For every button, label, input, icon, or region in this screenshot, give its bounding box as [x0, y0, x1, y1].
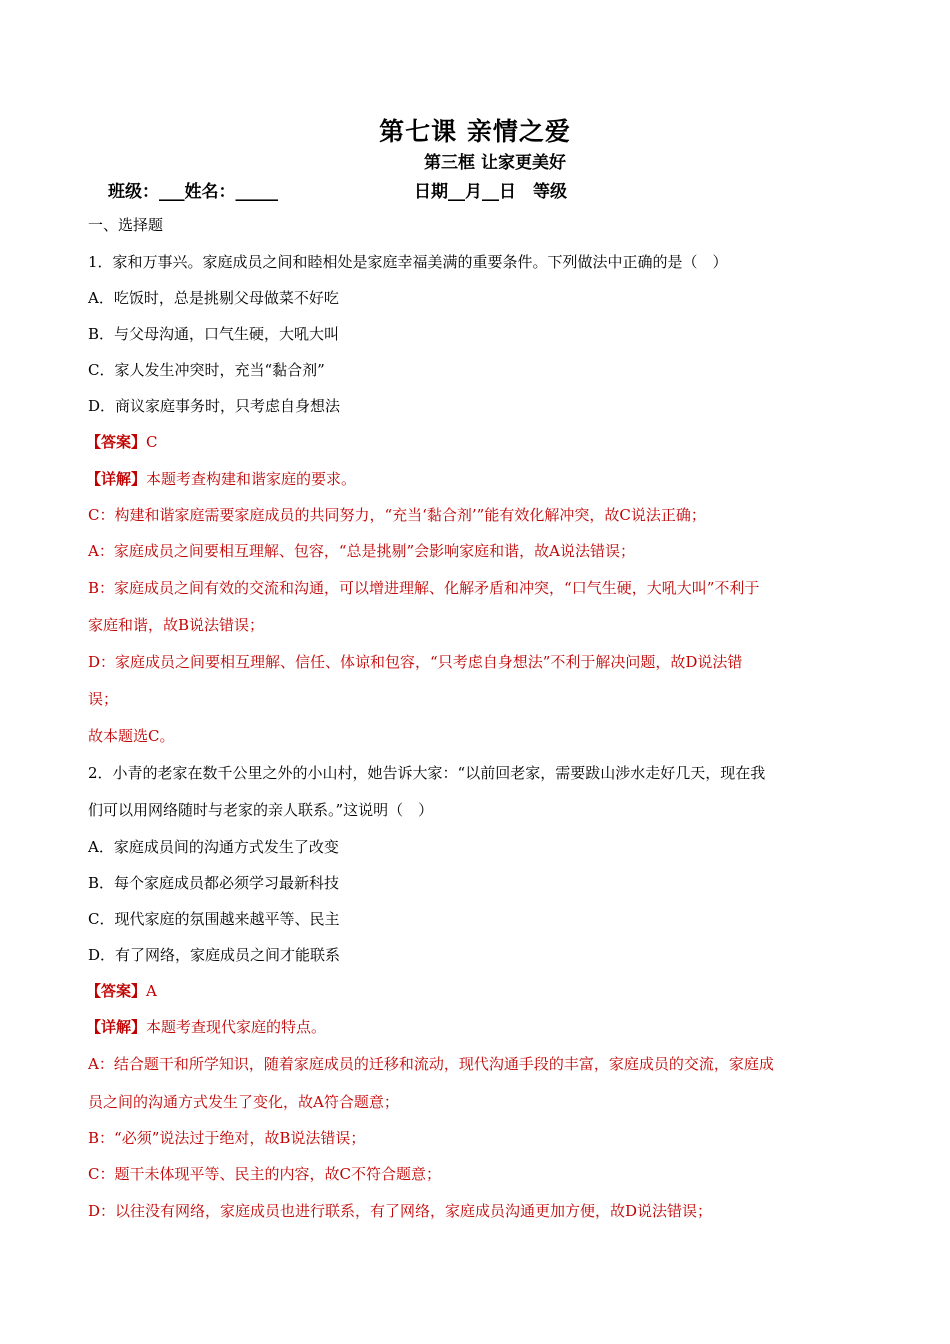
- q1-answer-label: 【答案】: [86, 433, 147, 451]
- q2-answer: [86, 981, 157, 1001]
- q1-conclusion: 故本题选C。: [88, 727, 175, 745]
- q1-option-c: C．家人发生冲突时，充当“黏合剂”: [88, 361, 325, 379]
- q2-detail-line: A：结合题干和所学知识，随着家庭成员的迁移和流动，现代沟通手段的丰富，家庭成员的交流，家庭成: [88, 1055, 774, 1073]
- q2-option-a: A．家庭成员间的沟通方式发生了改变: [88, 838, 339, 856]
- q2-detail-label: 【详解】: [86, 1018, 147, 1036]
- section-subtitle: 第三框 让家更美好: [424, 153, 566, 173]
- q1-detail-line: C：构建和谐家庭需要家庭成员的共同努力，“充当‘黏合剂’”能有效化解冲突，故C说法正确；: [88, 506, 706, 524]
- q1-option-a: A．吃饭时，总是挑剔父母做菜不好吃: [88, 289, 339, 307]
- q2-stem-line1: 2．小青的老家在数千公里之外的小山村，她告诉大家：“以前回老家，需要跋山涉水走好几天，现在我: [88, 764, 766, 782]
- q1-detail-line: B：家庭成员之间有效的交流和沟通，可以增进理解、化解矛盾和冲突，“口气生硬，大吼大叫”不利于: [88, 579, 760, 597]
- lesson-title: 第七课 亲情之爱: [379, 117, 571, 146]
- q2-option-d: D．有了网络，家庭成员之间才能联系: [88, 946, 341, 964]
- class-name-field: 班级：___姓名：_____: [108, 182, 278, 202]
- q1-detail-line: A：家庭成员之间要相互理解、包容，“总是挑剔”会影响家庭和谐，故A说法错误；: [88, 542, 636, 560]
- q1-detail-line: D：家庭成员之间要相互理解、信任、体谅和包容，“只考虑自身想法”不利于解决问题，故D说法错: [88, 653, 743, 671]
- q1-detail-line: 家庭和谐，故B说法错误；: [88, 616, 265, 634]
- q2-answer-value: A: [146, 982, 157, 1000]
- q2-detail-line: C：题干未体现平等、民主的内容，故C不符合题意；: [88, 1165, 441, 1183]
- q1-detail: [86, 469, 356, 489]
- q2-option-c: C．现代家庭的氛围越来越平等、民主: [88, 910, 340, 928]
- q2-detail-line: 员之间的沟通方式发生了变化，故A符合题意；: [88, 1093, 399, 1111]
- q1-detail-label: 【详解】: [86, 470, 147, 488]
- q1-detail-line: 误；: [88, 690, 119, 708]
- q2-answer-label: 【答案】: [86, 982, 147, 1000]
- q2-option-b: B．每个家庭成员都必须学习最新科技: [88, 874, 340, 892]
- q1-detail-intro: 本题考查构建和谐家庭的要求。: [146, 470, 357, 488]
- q1-stem: 1．家和万事兴。家庭成员之间和睦相处是家庭幸福美满的重要条件。下列做法中正确的是（ ）: [88, 253, 728, 271]
- q2-detail: [86, 1017, 326, 1037]
- q1-answer: [86, 432, 158, 452]
- q2-detail-line: B：“必须”说法过于绝对，故B说法错误；: [88, 1129, 366, 1147]
- q2-stem-line2: 们可以用网络随时与老家的亲人联系。”这说明（ ）: [88, 801, 434, 819]
- q2-detail-line: D：以往没有网络，家庭成员也进行联系，有了网络，家庭成员沟通更加方便，故D说法错误；: [88, 1202, 713, 1220]
- section-heading: 一、选择题: [88, 216, 164, 234]
- q1-option-d: D．商议家庭事务时，只考虑自身想法: [88, 397, 341, 415]
- q2-detail-intro: 本题考查现代家庭的特点。: [146, 1018, 327, 1036]
- q1-option-b: B．与父母沟通，口气生硬，大吼大叫: [88, 325, 340, 343]
- date-grade-field: 日期__月__日 等级: [414, 182, 567, 202]
- q1-answer-value: C: [146, 433, 158, 451]
